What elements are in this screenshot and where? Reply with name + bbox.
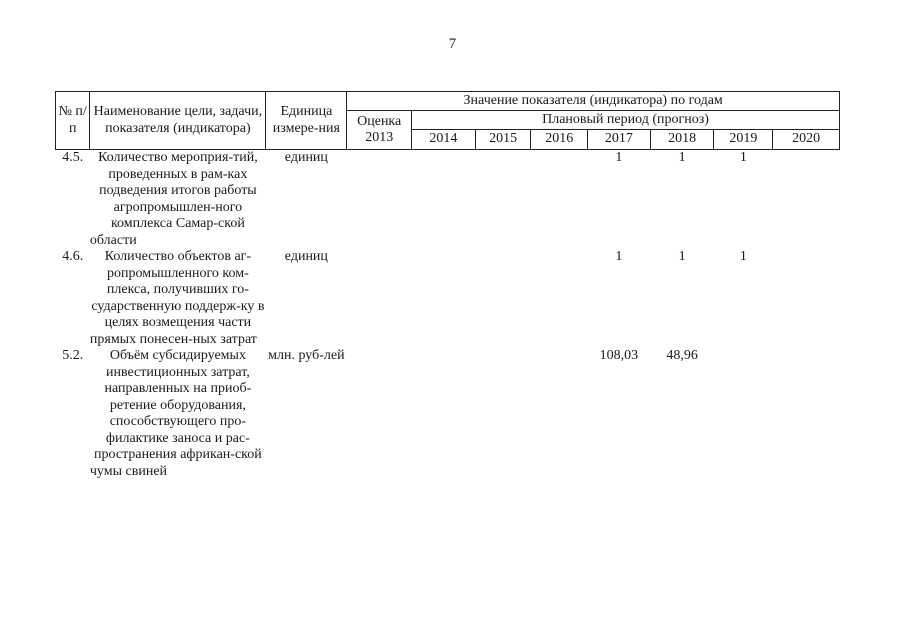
cell-2015	[475, 348, 531, 480]
row-name: Количество объектов аг-ропромышленного ком-плекса, получивших го-сударственную поддерж-ку в целях возмещения части прямых понесен-ных затрат	[89, 249, 265, 347]
cell-2018: 48,96	[666, 348, 698, 363]
cell-2019: 1	[739, 249, 747, 264]
cell-2020	[773, 150, 840, 250]
row-num: 4.6.	[62, 249, 84, 264]
row-name: Объём субсидируемых инвестиционных затрат, направленных на приоб-ретение оборудования, способствующего про-филактике заноса и рас-пространения африкан-ской чумы свиней	[89, 348, 262, 479]
indicator-table	[55, 91, 840, 480]
header-name: Наименование цели, задачи, показателя (индикатора)	[90, 92, 266, 150]
row-unit: млн. руб-лей	[268, 348, 345, 363]
cell-2015	[475, 150, 531, 250]
row-unit: единиц	[284, 150, 328, 165]
row-num: 5.2.	[62, 348, 84, 363]
row-name: Количество мероприя-тий, проведенных в рам-ках подведения итогов работы агропромышлен-ного комплекса Самар-ской области	[89, 150, 258, 248]
header-values-group: Значение показателя (индикатора) по годам	[347, 92, 840, 111]
table-row	[56, 150, 840, 250]
cell-2019: 1	[739, 150, 747, 165]
cell-2013	[347, 150, 412, 250]
cell-2015	[475, 249, 531, 348]
cell-2013	[347, 348, 412, 480]
row-num: 4.5.	[62, 150, 84, 165]
cell-2019	[714, 348, 773, 480]
cell-2016	[531, 249, 588, 348]
header-year-2017: 2017	[588, 130, 651, 150]
header-plan-period: Плановый период (прогноз)	[412, 111, 840, 130]
cell-2017: 108,03	[599, 348, 639, 363]
cell-2017: 1	[615, 249, 623, 264]
cell-2018: 1	[678, 249, 686, 264]
cell-2013	[347, 249, 412, 348]
cell-2014	[412, 348, 476, 480]
cell-2016	[531, 348, 588, 480]
cell-2020	[773, 348, 840, 480]
header-year-2019: 2019	[714, 130, 773, 150]
header-year-2018: 2018	[650, 130, 714, 150]
header-num: № п/п	[56, 92, 90, 150]
header-year-2020: 2020	[773, 130, 840, 150]
header-year-2016: 2016	[531, 130, 588, 150]
cell-2014	[412, 150, 476, 250]
row-unit: единиц	[284, 249, 328, 264]
cell-2017: 1	[615, 150, 623, 165]
page-number: 7	[448, 36, 457, 52]
table-row	[56, 348, 840, 480]
table-row	[56, 249, 840, 348]
cell-2020	[773, 249, 840, 348]
cell-2016	[531, 150, 588, 250]
header-unit: Единица измере-ния	[266, 92, 347, 150]
header-estimate: Оценка 2013	[347, 111, 412, 150]
cell-2018: 1	[678, 150, 686, 165]
cell-2014	[412, 249, 476, 348]
header-year-2014: 2014	[412, 130, 476, 150]
header-year-2015: 2015	[475, 130, 531, 150]
